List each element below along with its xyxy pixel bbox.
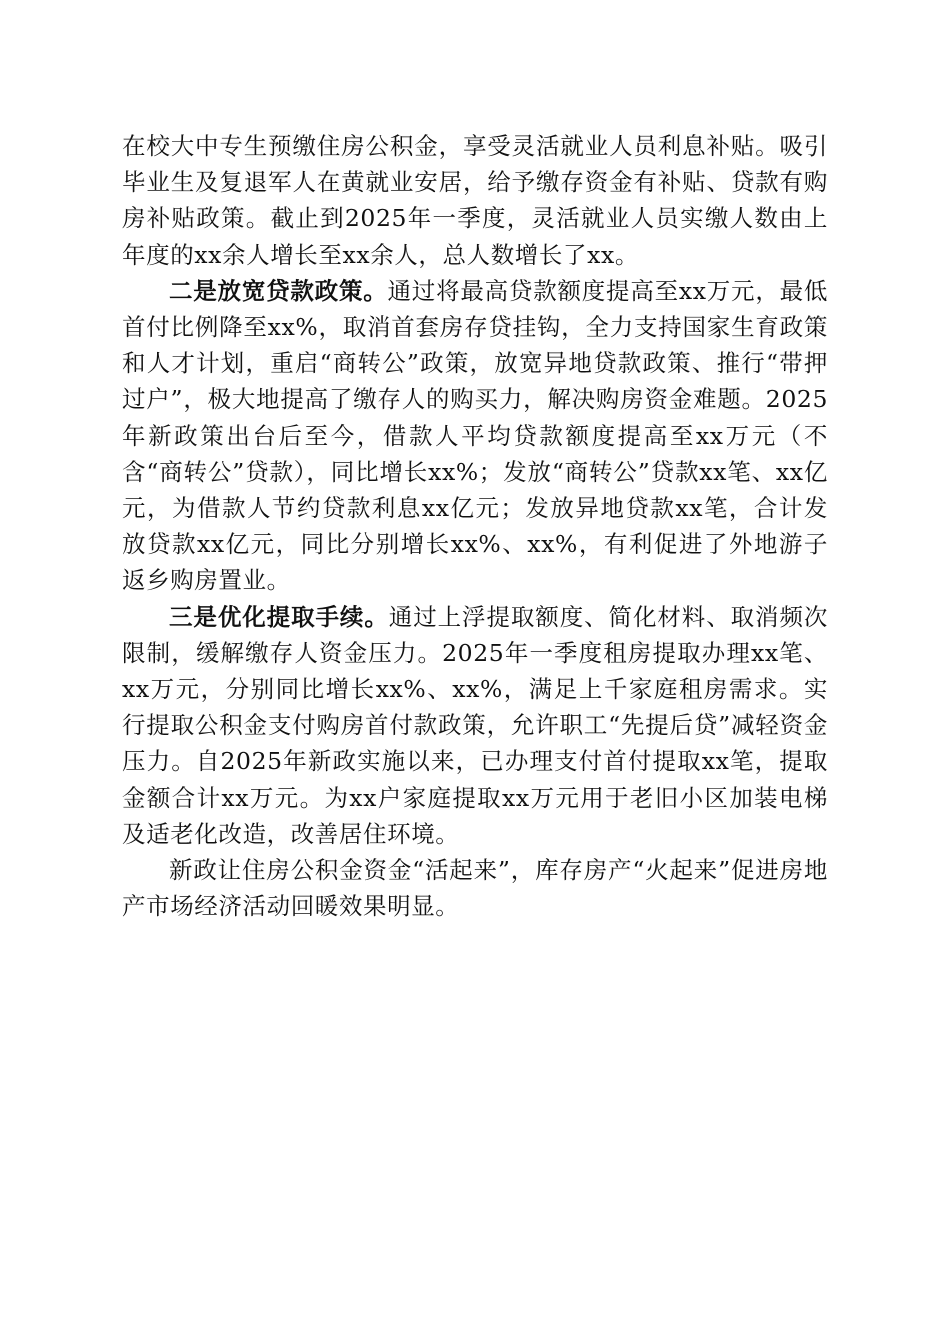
paragraph-lead-heading: 三是优化提取手续。: [169, 602, 389, 631]
paragraph-conclusion: [122, 852, 828, 924]
paragraph-text: 新政让住房公积金资金“活起来”，库存房产“火起来”促进房地产市场经济活动回暖效果明显。: [122, 856, 828, 921]
paragraph-text: 通过将最高贷款额度提高至xx万元，最低首付比例降至xx%，取消首套房存贷挂钩，全力支持国家生育政策和人才计划，重启“商转公”政策，放宽异地贷款政策、推行“带押过户”，极大地提高了缴存人的购买力，解决购房资金难题。2025年新政策出台后至今，借款人平均贷款额度提高至xx万元（不含“商转公”贷款），同比增长xx%；发放“商转公”贷款xx笔、xx亿元，为借款人节约贷款利息xx亿元；发放异地贷款xx笔，合计发放贷款xx亿元，同比分别增长xx%、xx%，有利促进了外地游子返乡购房置业。: [122, 276, 829, 595]
paragraph-withdrawal-procedure: [122, 599, 828, 852]
document-page: [122, 128, 828, 924]
paragraph-text: 在校大中专生预缴住房公积金，享受灵活就业人员利息补贴。吸引毕业生及复退军人在黄就业安居，给予缴存资金有补贴、贷款有购房补贴政策。截止到2025年一季度，灵活就业人员实缴人数由上年度的xx余人增长至xx余人，总人数增长了xx。: [122, 132, 828, 269]
paragraph-loan-policy: [122, 273, 828, 599]
paragraph-lead-heading: 二是放宽贷款政策。: [169, 276, 388, 305]
paragraph-continued-subsidy: [122, 128, 828, 273]
paragraph-text: 通过上浮提取额度、简化材料、取消频次限制，缓解缴存人资金压力。2025年一季度租房提取办理xx笔、xx万元，分别同比增长xx%、xx%，满足上千家庭租房需求。实行提取公积金支付购房首付款政策，允许职工“先提后贷”减轻资金压力。自2025年新政实施以来，已办理支付首付提取xx笔，提取金额合计xx万元。为xx户家庭提取xx万元用于老旧小区加装电梯及适老化改造，改善居住环境。: [122, 602, 828, 848]
